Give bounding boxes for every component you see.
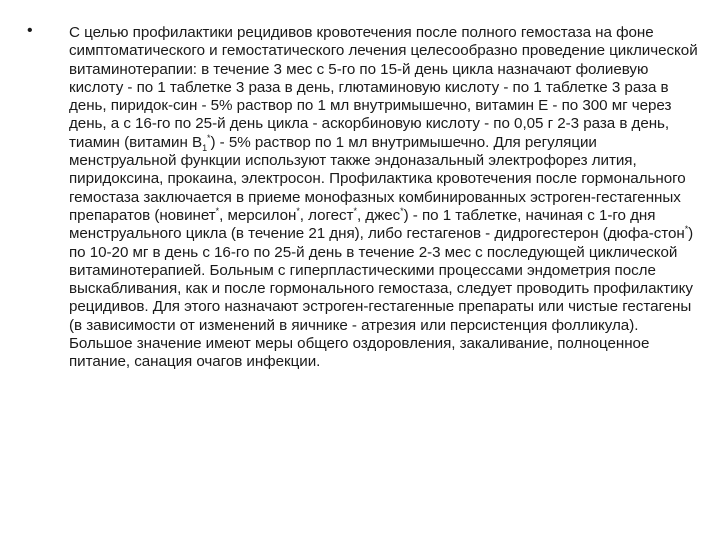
paragraph-text-7: ) по 10-20 мг в день с 16-го по 25-й день в течение 2-3 мес с последующей циклической витаминотерапией. Больным с гиперпластическими процессами эндометрия после выскабливания, как и после гормонального гемостаза, следует проводить профилактику рецидивов. Для этого назначают эстроген-гестагенные препараты или чистые гестагены (в зависимости от изменений в яичнике - атрезия или персистенция фолликула). Большое значение имеют меры общего оздоровления, закаливание, полноценное питание, санация очагов инфекции. [69, 225, 698, 371]
paragraph-text-1: С целью профилактики рецидивов кровотечения после полного гемостаза на фоне симптоматического и гемостатического лечения целесообразно проведение циклической витаминотерапии: в течение 3 мес с 5-го по 15-й день цикла назначают фолиевую кислоту - по 1 таблетке 3 раза в день, глютаминовую кислоту - по 1 таблетке 3 раза в день, пиридок-син - 5% раствор по 1 мл внутримышечно, витамин Е - по 300 мг через день, а с 16-го по 25-й день цикла - аскорбиновую кислоту - по 0,05 г 2-3 раза в день, тиамин (витамин В [69, 24, 702, 151]
subscript-b1: 1 [202, 142, 208, 153]
paragraph-text-2: ) - 5% раствор по 1 мл внутримышечно. Для регуляции менструальной функции используют также эндоназальный электрофорез лития, пиридоксина, прокаина, электросон. Профилактика кровотечения после гормонального гемостаза заключается в приеме монофазных комбинированных эстроген-гестагенных препаратов (новинет [69, 133, 690, 224]
paragraph-text-5: , джес [356, 206, 401, 224]
superscript-mersilon: * [296, 205, 300, 216]
superscript-b1: * [207, 132, 211, 143]
superscript-novinet: * [215, 205, 220, 216]
superscript-jes: * [400, 205, 404, 216]
superscript-dufaston: * [684, 224, 689, 235]
paragraph-text-3: , мерсилон [219, 206, 297, 224]
bullet-marker: • [27, 22, 33, 39]
body-paragraph [69, 24, 701, 372]
paragraph-text-4: , логест [299, 206, 354, 224]
superscript-logest: * [353, 205, 357, 216]
paragraph-text-6: ) - по 1 таблетке, начиная с 1-го дня менструального цикла (в течение 21 дня), либо гестагенов - дидрогестерон (дюфа-стон [69, 206, 685, 243]
